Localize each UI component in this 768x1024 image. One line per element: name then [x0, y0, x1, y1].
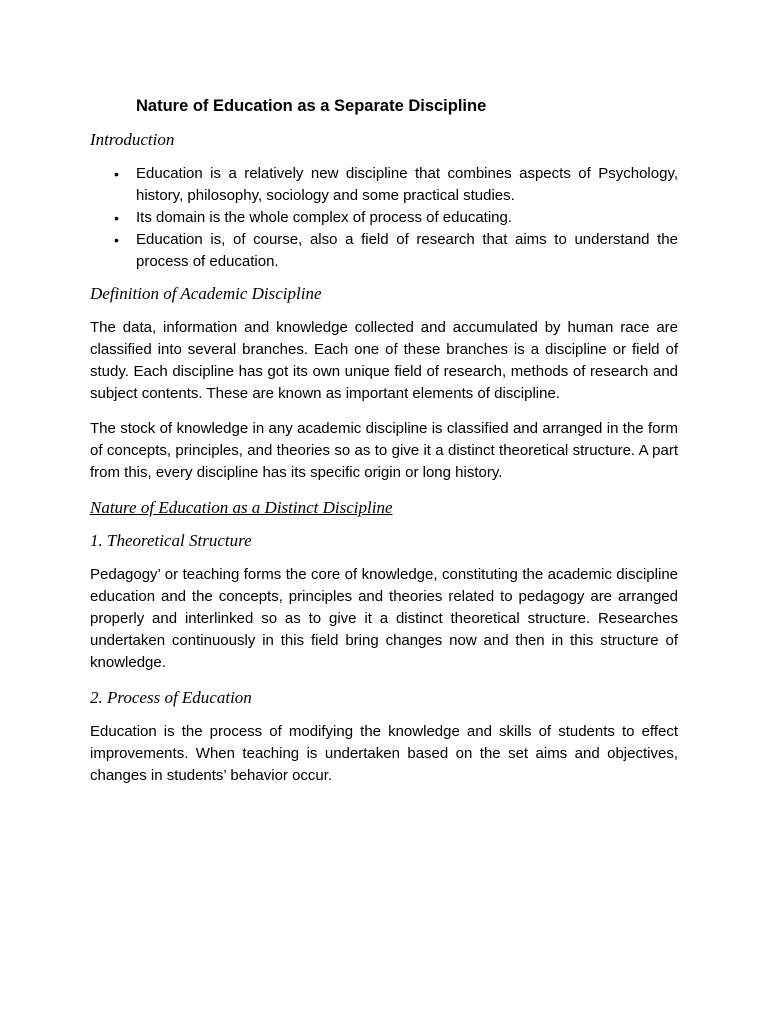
bullet-icon: •: [114, 166, 119, 182]
list-item: [114, 163, 678, 207]
list-item: [114, 207, 678, 229]
introduction-bullet-list: [90, 163, 678, 273]
bullet-text: Education is a relatively new discipline that combines aspects of Psychology, history, philosophy, sociology and some practical studies.: [136, 165, 678, 204]
document-title: Nature of Education as a Separate Discipline: [136, 97, 487, 115]
paragraph: The stock of knowledge in any academic discipline is classified and arranged in the form of concepts, principles, and theories so as to give it a distinct theoretical structure. A part from this, every discipline has its specific origin or long history.: [90, 420, 678, 481]
heading-definition: Definition of Academic Discipline: [90, 284, 322, 303]
heading-theoretical-structure: 1. Theoretical Structure: [90, 531, 252, 550]
bullet-text: Education is, of course, also a field of research that aims to understand the process of education.: [136, 231, 678, 270]
list-item: [114, 229, 678, 273]
paragraph: Education is the process of modifying the knowledge and skills of students to effect improvements. When teaching is undertaken based on the set aims and objectives, changes in students’ behavior occur.: [90, 723, 678, 784]
bullet-text: Its domain is the whole complex of process of educating.: [136, 209, 513, 226]
heading-nature: Nature of Education as a Distinct Discipline: [90, 498, 393, 517]
heading-process-of-education: 2. Process of Education: [90, 688, 252, 707]
paragraph: The data, information and knowledge collected and accumulated by human race are classified into several branches. Each one of these branches is a discipline or field of study. Each discipline has got its own unique field of research, methods of research and subject contents. These are known as important elements of discipline.: [90, 319, 678, 402]
bullet-icon: •: [114, 232, 119, 248]
paragraph: Pedagogy’ or teaching forms the core of knowledge, constituting the academic discipline education and the concepts, principles and theories related to pedagogy are arranged properly and interlinked so as to give it a distinct theoretical structure. Researches undertaken continuously in this field bring changes now and then in this structure of knowledge.: [90, 566, 678, 671]
heading-introduction: Introduction: [90, 130, 175, 149]
document-page: [90, 95, 678, 800]
bullet-icon: •: [114, 210, 119, 226]
